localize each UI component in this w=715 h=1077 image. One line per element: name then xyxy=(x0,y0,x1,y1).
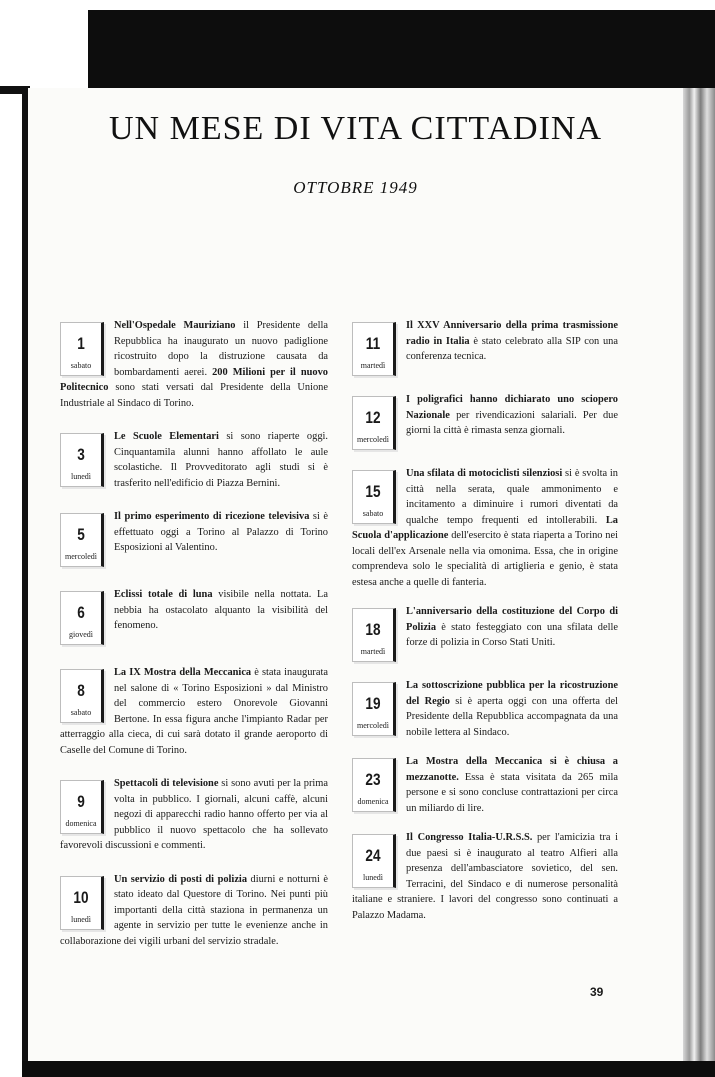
chronicle-entry xyxy=(60,509,328,569)
date-day-number: 11 xyxy=(365,334,381,353)
date-weekday: mercoledì xyxy=(65,552,97,561)
entry-headline: Nell'Ospedale Mauriziano xyxy=(114,320,236,331)
chronicle-entry xyxy=(60,587,328,647)
entry-headline: Le Scuole Elementari xyxy=(114,431,219,442)
entry-headline: La IX Mostra della Meccanica xyxy=(114,667,252,678)
entry-text: diurni e notturni è stato ideato dal Questore di Torino. Nei punti più importanti della città staziona in permanenza un agente in servizio per tutte le evenienze anche in collaborazione dei vigili urbani del servizio stradale. xyxy=(60,873,328,947)
entry-text: si è effettuato oggi a Torino al Palazzo di Torino Esposizioni al Valentino. xyxy=(114,511,328,553)
date-weekday: martedì xyxy=(360,361,386,370)
entry-headline: L'anniversario della costituzione del Corpo di Polizia xyxy=(406,606,618,633)
date-box xyxy=(352,396,396,450)
chronicle-entry xyxy=(60,318,328,411)
entry-text: è stato festeggiato con una sfilata delle forze di polizia in Corso Stati Uniti. xyxy=(406,621,618,648)
date-weekday: mercoledì xyxy=(357,435,389,444)
chronicle-entry xyxy=(352,754,618,816)
chronicle-entry xyxy=(60,872,328,950)
entry-text: è stato celebrato alla SIP con una conferenza tecnica. xyxy=(406,335,618,362)
date-day-number: 10 xyxy=(73,887,89,907)
date-box xyxy=(352,758,396,812)
chronicle-entry xyxy=(60,776,328,854)
date-day-number: 24 xyxy=(365,846,381,865)
left-column xyxy=(60,318,328,949)
entry-text: per l'amicizia tra i due paesi si è inaugurato al teatro Alfieri alla presenza dell'ambasciatore sovietico, del sen. Terracini, del Sindaco e di numerose personalità italiane e straniere. I lavori del congresso sono continuati a Palazzo Madama. xyxy=(352,832,619,921)
date-weekday: lunedì xyxy=(71,472,91,481)
entry-headline: Spettacoli di televisione xyxy=(114,778,219,789)
date-day-number: 12 xyxy=(365,408,381,427)
entry-text: è stata inaugurata nel salone di « Torino Esposizioni » dal Ministro del commercio estero Onorevole Giovanni Bertone. In essa figura anche l'impianto Radar per atterraggio alla cieca, di cui sarà dotato il grande aeroporto di Caselle del Comune di Torino. xyxy=(60,667,328,756)
entry-headline: Una sfilata di motociclisti silenziosi xyxy=(406,468,563,479)
date-box xyxy=(60,433,104,487)
page-title: UN MESE DI VITA CITTADINA xyxy=(109,110,602,147)
chronicle-entry xyxy=(60,665,328,758)
chronicle-entry xyxy=(352,318,618,378)
date-day-number: 23 xyxy=(365,770,381,789)
right-column xyxy=(352,318,618,923)
entry-text: si sono riaperte oggi. Cinquantamila alunni hanno affollato le aule scolastiche. Il Provveditorato agli studi si è trasferito nell'edificio di Piazza Bernini. xyxy=(114,431,328,489)
book-spine-edge xyxy=(683,88,715,1063)
chronicle-entry xyxy=(352,466,618,590)
entry-text: per rivendicazioni salariali. Per due giorni la città è rimasta senza giornali. xyxy=(406,409,618,436)
entry-text: il Presidente della Repubblica ha inaugurato un nuovo padiglione ricostruito dopo la distruzione causata da bombardamenti aerei. xyxy=(114,320,329,378)
scan-bottom-band xyxy=(22,1061,715,1077)
date-box xyxy=(352,322,396,376)
date-day-number: 18 xyxy=(365,620,381,639)
entry-headline: Un servizio di posti di polizia xyxy=(114,873,248,885)
date-box xyxy=(352,834,396,888)
page-subtitle: OTTOBRE 1949 xyxy=(293,178,418,197)
page-number: 39 xyxy=(590,985,604,999)
entry-text: si sono avuti per la prima volta in pubblico. I giornali, alcuni caffè, alcuni negozi di apparecchi radio hanno offerto per via al pubblico il nuovo spettacolo che ha sollevato favorevoli discussioni e commenti. xyxy=(60,778,328,851)
entry-text: si è aperta oggi con una offerta del Presidente della Repubblica accompagnata da una nobile lettera al Sindaco. xyxy=(406,695,618,738)
date-day-number: 1 xyxy=(77,334,85,353)
date-box xyxy=(60,780,104,834)
chronicle-entry xyxy=(352,830,618,923)
date-day-number: 8 xyxy=(77,681,85,700)
entry-headline: 200 Milioni per il nuovo Politecnico xyxy=(60,366,328,393)
date-box xyxy=(60,513,104,567)
entry-headline: I poligrafici hanno dichiarato uno sciopero Nazionale xyxy=(406,394,618,421)
date-weekday: mercoledì xyxy=(357,721,389,730)
entry-headline: La sottoscrizione pubblica per la ricostruzione del Regio xyxy=(406,680,618,707)
date-box xyxy=(60,322,104,376)
date-weekday: sabato xyxy=(70,708,92,717)
date-day-number: 3 xyxy=(77,445,85,464)
date-day-number: 5 xyxy=(77,525,85,544)
date-weekday: lunedì xyxy=(71,914,91,924)
date-box xyxy=(60,669,104,723)
scan-top-band xyxy=(88,10,715,88)
entry-headline: Eclissi totale di luna xyxy=(114,589,213,600)
chronicle-entry xyxy=(60,429,328,491)
date-weekday: sabato xyxy=(70,361,92,370)
entry-headline: Il Congresso Italia-U.R.S.S. xyxy=(406,832,533,843)
entry-headline: La Scuola d'applicazione xyxy=(352,514,618,541)
date-box xyxy=(60,591,104,645)
date-day-number: 9 xyxy=(77,792,85,811)
date-box xyxy=(352,470,396,524)
entry-text: visibile nella nottata. La nebbia ha ostacolato alquanto la visibilità del fenomeno. xyxy=(114,589,329,631)
date-weekday: sabato xyxy=(362,509,384,518)
date-weekday: martedì xyxy=(360,647,386,656)
date-box xyxy=(352,682,396,736)
entry-text: Essa è stata visitata da 265 mila persone e si sono concluse contrattazioni per circa un miliardo di lire. xyxy=(406,771,618,814)
date-day-number: 19 xyxy=(365,694,381,713)
date-weekday: lunedì xyxy=(363,873,383,882)
date-day-number: 15 xyxy=(365,482,381,501)
chronicle-entry xyxy=(352,604,618,664)
entry-text: si è svolta in città nella serata, quale ammonimento e incitamento a diminuire i rumori diventati da qualche tempo frequenti ed intollerabili. xyxy=(406,468,618,526)
entry-headline: La Mostra della Meccanica si è chiusa a mezzanotte. xyxy=(406,756,618,783)
entry-text: sono stati versati dal Presidente della Unione Industriale al Sindaco di Torino. xyxy=(60,382,328,409)
entry-headline: Il primo esperimento di ricezione televisiva xyxy=(114,511,310,522)
date-box xyxy=(60,876,104,930)
entry-headline: Il XXV Anniversario della prima trasmissione radio in Italia xyxy=(406,320,618,347)
date-weekday: domenica xyxy=(65,819,97,828)
date-box xyxy=(352,608,396,662)
entry-text: dell'esercito è stata riaperta a Torino nei locali dell'ex Arsenale nella via omonima. Essa, che in origine comprendeva solo le specialità di artiglieria e genio, è stata estesa anche a quelle di fanteria. xyxy=(352,530,618,588)
date-weekday: giovedì xyxy=(69,630,93,639)
chronicle-entry xyxy=(352,392,618,452)
date-day-number: 6 xyxy=(77,603,85,622)
chronicle-entry xyxy=(352,678,618,740)
date-weekday: domenica xyxy=(357,797,389,806)
